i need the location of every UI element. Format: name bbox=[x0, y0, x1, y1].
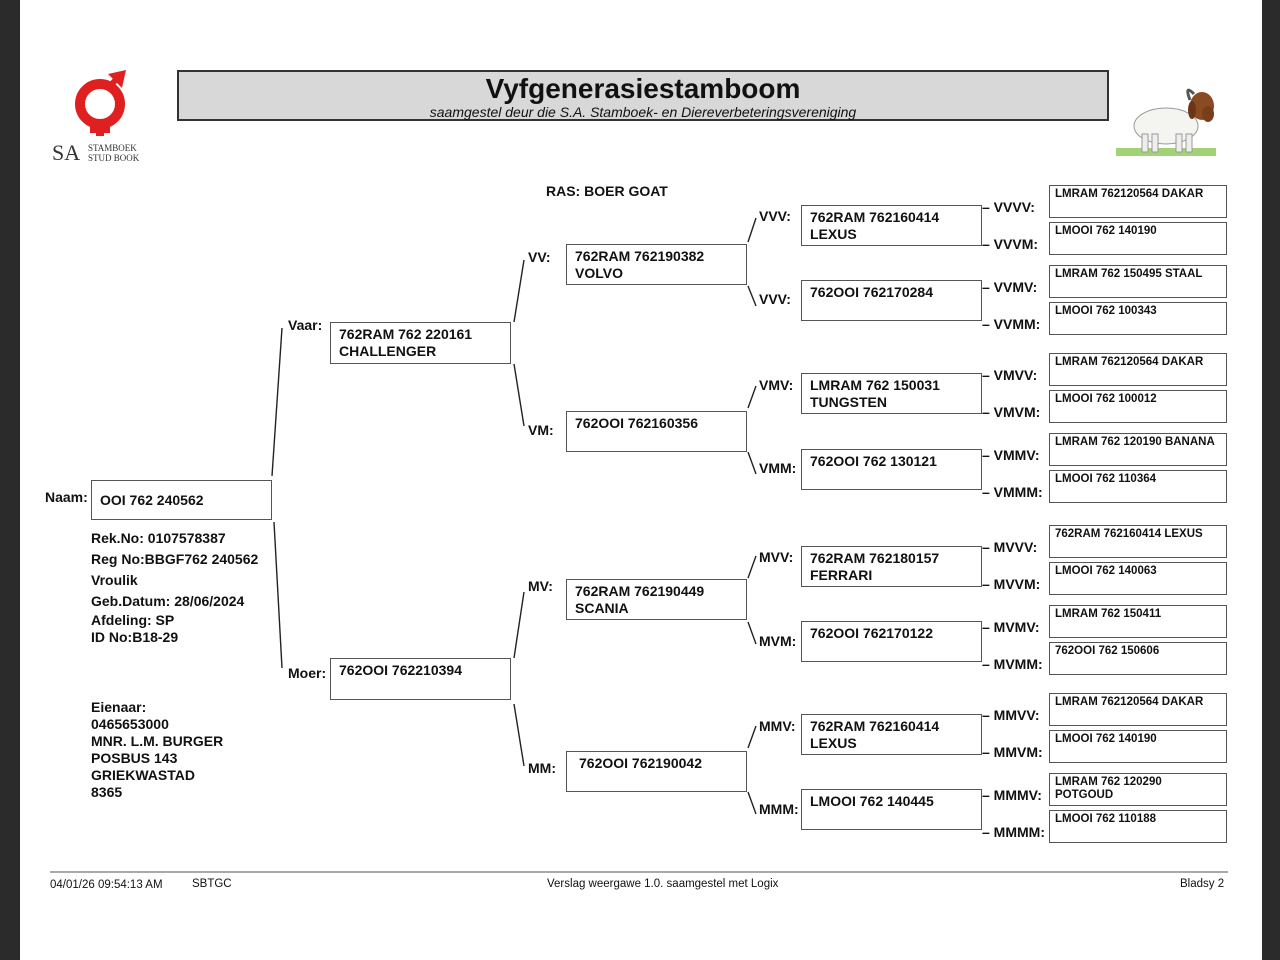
pedigree-page bbox=[20, 0, 1262, 960]
moer-box: 762OOI 762210394 bbox=[330, 658, 511, 700]
owner-details bbox=[91, 699, 223, 801]
mmmm-label: – MMMM: bbox=[982, 824, 1045, 840]
vvvv-box: LMRAM 762120564 DAKAR bbox=[1049, 185, 1227, 218]
vvm-box: 762OOI 762170284 bbox=[801, 280, 982, 321]
owner-address2: GRIEKWASTAD bbox=[91, 767, 195, 783]
birth-date: Geb.Datum: 28/06/2024 bbox=[91, 593, 245, 609]
breed-label: RAS: BOER GOAT bbox=[546, 183, 668, 199]
vmv-box: LMRAM 762 150031 TUNGSTEN bbox=[801, 373, 982, 414]
mvmm-label: – MVMM: bbox=[982, 656, 1043, 672]
vmmv-box: LMRAM 762 120190 BANANA bbox=[1049, 433, 1227, 466]
footer-timestamp: 04/01/26 09:54:13 AM bbox=[50, 879, 163, 891]
mv-box: 762RAM 762190449 SCANIA bbox=[566, 579, 747, 620]
owner-label: Eienaar: bbox=[91, 699, 147, 715]
gender: Vroulik bbox=[91, 572, 138, 588]
vm-label: VM: bbox=[528, 422, 554, 438]
vv-label: VV: bbox=[528, 249, 551, 265]
mvvm-label: – MVVM: bbox=[982, 576, 1041, 592]
mvv-label: MVV: bbox=[759, 549, 794, 565]
mvvv-label: – MVVV: bbox=[982, 539, 1038, 555]
mmmv-label: – MMMV: bbox=[982, 787, 1042, 803]
moer-label: Moer: bbox=[288, 665, 327, 681]
vmv-label: VMV: bbox=[759, 377, 794, 393]
mvv-box: 762RAM 762180157 FERRARI bbox=[801, 546, 982, 587]
vvv-box: 762RAM 762160414 LEXUS bbox=[801, 205, 982, 246]
vvmm-label: – VVMM: bbox=[982, 316, 1041, 332]
mmmv-box: LMRAM 762 120290 POTGOUD bbox=[1049, 773, 1227, 806]
mvmm-box: 762OOI 762 150606 bbox=[1049, 642, 1227, 675]
mvm-label: MVM: bbox=[759, 633, 797, 649]
animal-name-box: OOI 762 240562 bbox=[91, 480, 272, 520]
owner-name: MNR. L.M. BURGER bbox=[91, 733, 224, 749]
vvvv-label: – VVVV: bbox=[982, 199, 1035, 215]
mmv-label: MMV: bbox=[759, 718, 796, 734]
mmvv-box: LMRAM 762120564 DAKAR bbox=[1049, 693, 1227, 726]
mm-label: MM: bbox=[528, 760, 556, 776]
vvv-label: VVV: bbox=[759, 208, 791, 224]
mmv-box: 762RAM 762160414 LEXUS bbox=[801, 714, 982, 755]
mmm-label: MMM: bbox=[759, 801, 799, 817]
mm-box: 762OOI 762190042 bbox=[566, 751, 747, 792]
vvmv-label: – VVMV: bbox=[982, 279, 1038, 295]
vmvm-box: LMOOI 762 100012 bbox=[1049, 390, 1227, 423]
footer-page-number: Bladsy 2 bbox=[1180, 878, 1225, 890]
animal-details bbox=[91, 528, 258, 646]
naam-label: Naam: bbox=[45, 489, 88, 505]
vv-box: 762RAM 762190382 VOLVO bbox=[566, 244, 747, 285]
vaar-label: Vaar: bbox=[288, 317, 323, 333]
owner-address1: POSBUS 143 bbox=[91, 750, 178, 766]
vmvv-box: LMRAM 762120564 DAKAR bbox=[1049, 353, 1227, 386]
vvm-label: VVV: bbox=[759, 291, 791, 307]
mvvv-box: 762RAM 762160414 LEXUS bbox=[1049, 525, 1227, 558]
vaar-box: 762RAM 762 220161 CHALLENGER bbox=[330, 322, 511, 364]
vmvv-label: – VMVV: bbox=[982, 367, 1038, 383]
page-subtitle: saamgestel deur die S.A. Stamboek- en Diereverbeteringsvereniging bbox=[429, 104, 857, 120]
mmm-box: LMOOI 762 140445 bbox=[801, 789, 982, 830]
vvmv-box: LMRAM 762 150495 STAAL bbox=[1049, 265, 1227, 298]
vmmm-box: LMOOI 762 110364 bbox=[1049, 470, 1227, 503]
vmm-box: 762OOI 762 130121 bbox=[801, 449, 982, 490]
logo-line1: STAMBOEK bbox=[88, 143, 137, 153]
vvmm-box: LMOOI 762 100343 bbox=[1049, 302, 1227, 335]
vvvm-box: LMOOI 762 140190 bbox=[1049, 222, 1227, 255]
vmm-label: VMM: bbox=[759, 460, 797, 476]
reg-no: Reg No:BBGF762 240562 bbox=[91, 551, 259, 567]
footer-code: SBTGC bbox=[192, 878, 232, 890]
footer-report: Verslag weergawe 1.0. saamgestel met Logix bbox=[547, 878, 779, 890]
mvvm-box: LMOOI 762 140063 bbox=[1049, 562, 1227, 595]
page-title: Vyfgenerasiestamboom bbox=[485, 73, 801, 104]
mvmv-box: LMRAM 762 150411 bbox=[1049, 605, 1227, 638]
logo-sa: SA bbox=[52, 140, 81, 165]
rek-no: Rek.No: 0107578387 bbox=[91, 530, 226, 546]
id-no: ID No:B18-29 bbox=[91, 629, 179, 645]
owner-postcode: 8365 bbox=[91, 784, 123, 800]
vvvm-label: – VVVM: bbox=[982, 236, 1039, 252]
vm-box: 762OOI 762160356 bbox=[566, 411, 747, 452]
owner-phone: 0465653000 bbox=[91, 716, 169, 732]
vmmv-label: – VMMV: bbox=[982, 447, 1040, 463]
mmmm-box: LMOOI 762 110188 bbox=[1049, 810, 1227, 843]
vmmm-label: – VMMM: bbox=[982, 484, 1043, 500]
vmvm-label: – VMVM: bbox=[982, 404, 1041, 420]
mmvm-box: LMOOI 762 140190 bbox=[1049, 730, 1227, 763]
mvm-box: 762OOI 762170122 bbox=[801, 621, 982, 662]
mvmv-label: – MVMV: bbox=[982, 619, 1040, 635]
mmvv-label: – MMVV: bbox=[982, 707, 1040, 723]
logo-line2: STUD BOOK bbox=[88, 153, 140, 163]
mmvm-label: – MMVM: bbox=[982, 744, 1043, 760]
mv-label: MV: bbox=[528, 578, 553, 594]
afdeling: Afdeling: SP bbox=[91, 612, 175, 628]
